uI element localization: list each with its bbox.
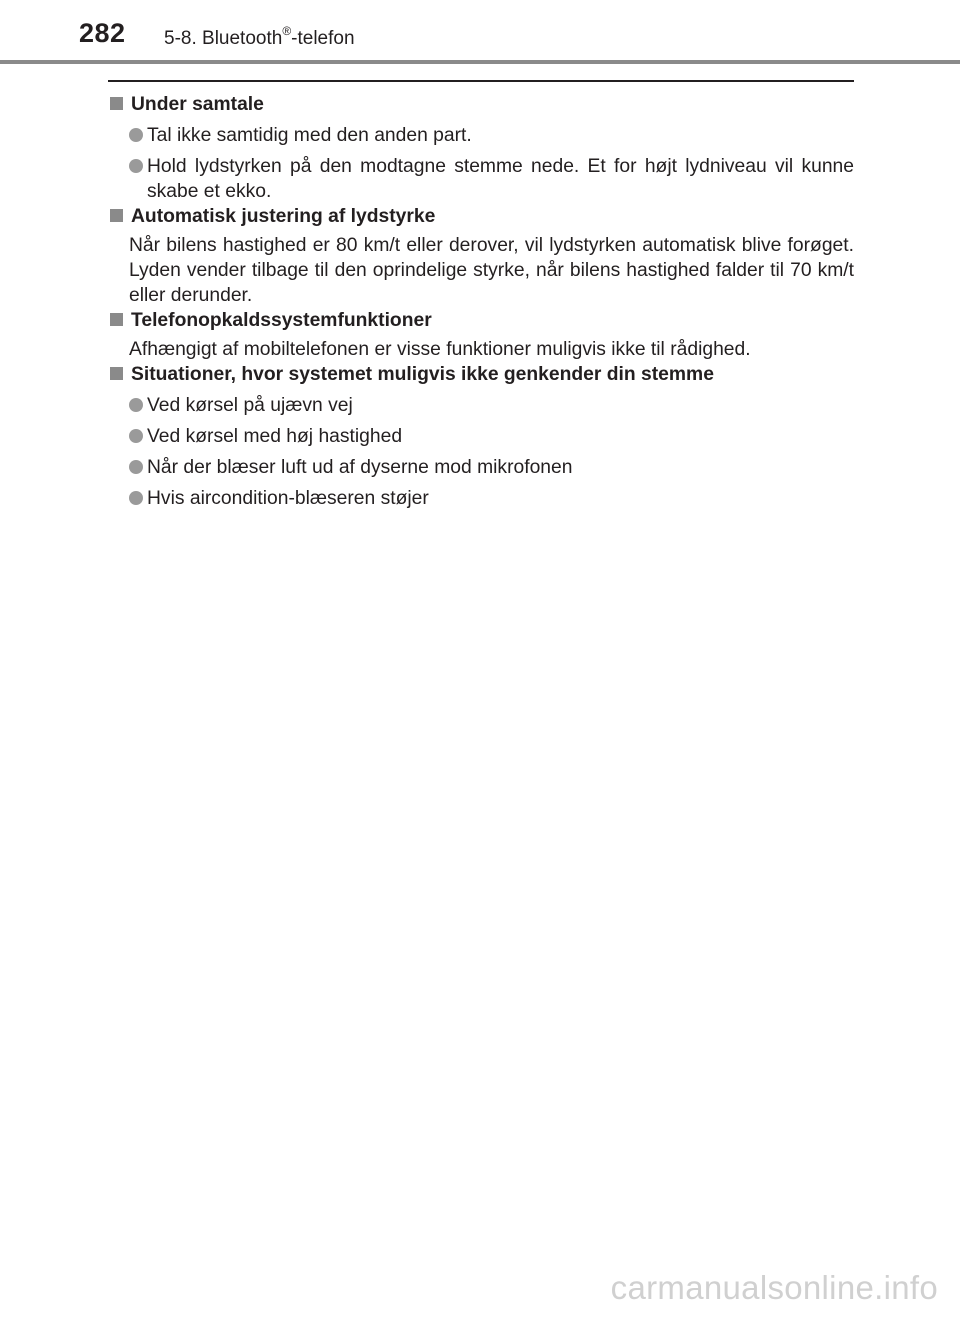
page-header [0, 0, 960, 64]
chapter-title-suffix: -telefon [291, 28, 355, 49]
page-content [108, 92, 854, 511]
registered-mark: ® [282, 23, 292, 38]
section-heading-text: Situationer, hvor systemet muligvis ikke genkender din stemme [131, 364, 714, 385]
list-item-text: Hvis aircondition-blæseren støjer [147, 488, 429, 509]
circle-bullet-icon [129, 159, 143, 173]
chapter-title-prefix: 5-8. Bluetooth [164, 28, 283, 49]
section-heading [108, 204, 854, 229]
list-item-text: Ved kørsel på ujævn vej [147, 395, 353, 416]
circle-bullet-icon [129, 128, 143, 142]
list-item [129, 486, 854, 511]
list-item-text: Ved kørsel med høj hastighed [147, 426, 403, 447]
square-bullet-icon [110, 313, 123, 326]
section-situationer [108, 362, 854, 511]
chapter-title [164, 23, 355, 50]
square-bullet-icon [110, 367, 123, 380]
section-telefonopkald [108, 308, 854, 362]
section-body: Afhængigt af mobiltelefonen er visse funktioner muligvis ikke til rådighed. [129, 339, 751, 360]
section-heading-text: Automatisk justering af lydstyrke [131, 206, 436, 227]
list-item [129, 154, 854, 204]
section-heading-text: Telefonopkaldssystemfunktioner [131, 310, 432, 331]
page-number: 282 [79, 18, 126, 48]
list-item-text: Når der blæser luft ud af dyserne mod mikrofonen [147, 457, 573, 478]
circle-bullet-icon [129, 491, 143, 505]
square-bullet-icon [110, 209, 123, 222]
list-item [129, 424, 854, 449]
circle-bullet-icon [129, 460, 143, 474]
section-heading [108, 362, 854, 387]
content-divider [108, 80, 854, 82]
section-automatisk-justering [108, 204, 854, 308]
section-heading-text: Under samtale [131, 94, 264, 115]
list-item [129, 455, 854, 480]
circle-bullet-icon [129, 429, 143, 443]
list-item-text: Tal ikke samtidig med den anden part. [147, 125, 472, 146]
section-heading [108, 92, 854, 117]
square-bullet-icon [110, 97, 123, 110]
header-divider [0, 60, 960, 64]
section-heading [108, 308, 854, 333]
list-item [129, 123, 854, 148]
watermark: carmanualsonline.info [610, 1269, 938, 1306]
circle-bullet-icon [129, 398, 143, 412]
list-item [129, 393, 854, 418]
list-item-text: Hold lydstyrken på den modtagne stemme nede. Et for højt lydniveau vil kunne skabe et ekko. [147, 156, 854, 202]
section-under-samtale [108, 92, 854, 204]
section-body: Når bilens hastighed er 80 km/t eller derover, vil lydstyrken automatisk blive forøget. Lyden vender tilbage til den oprindelige styrke, når bilens hastighed falder til 70 km/t eller derunder. [129, 235, 854, 306]
